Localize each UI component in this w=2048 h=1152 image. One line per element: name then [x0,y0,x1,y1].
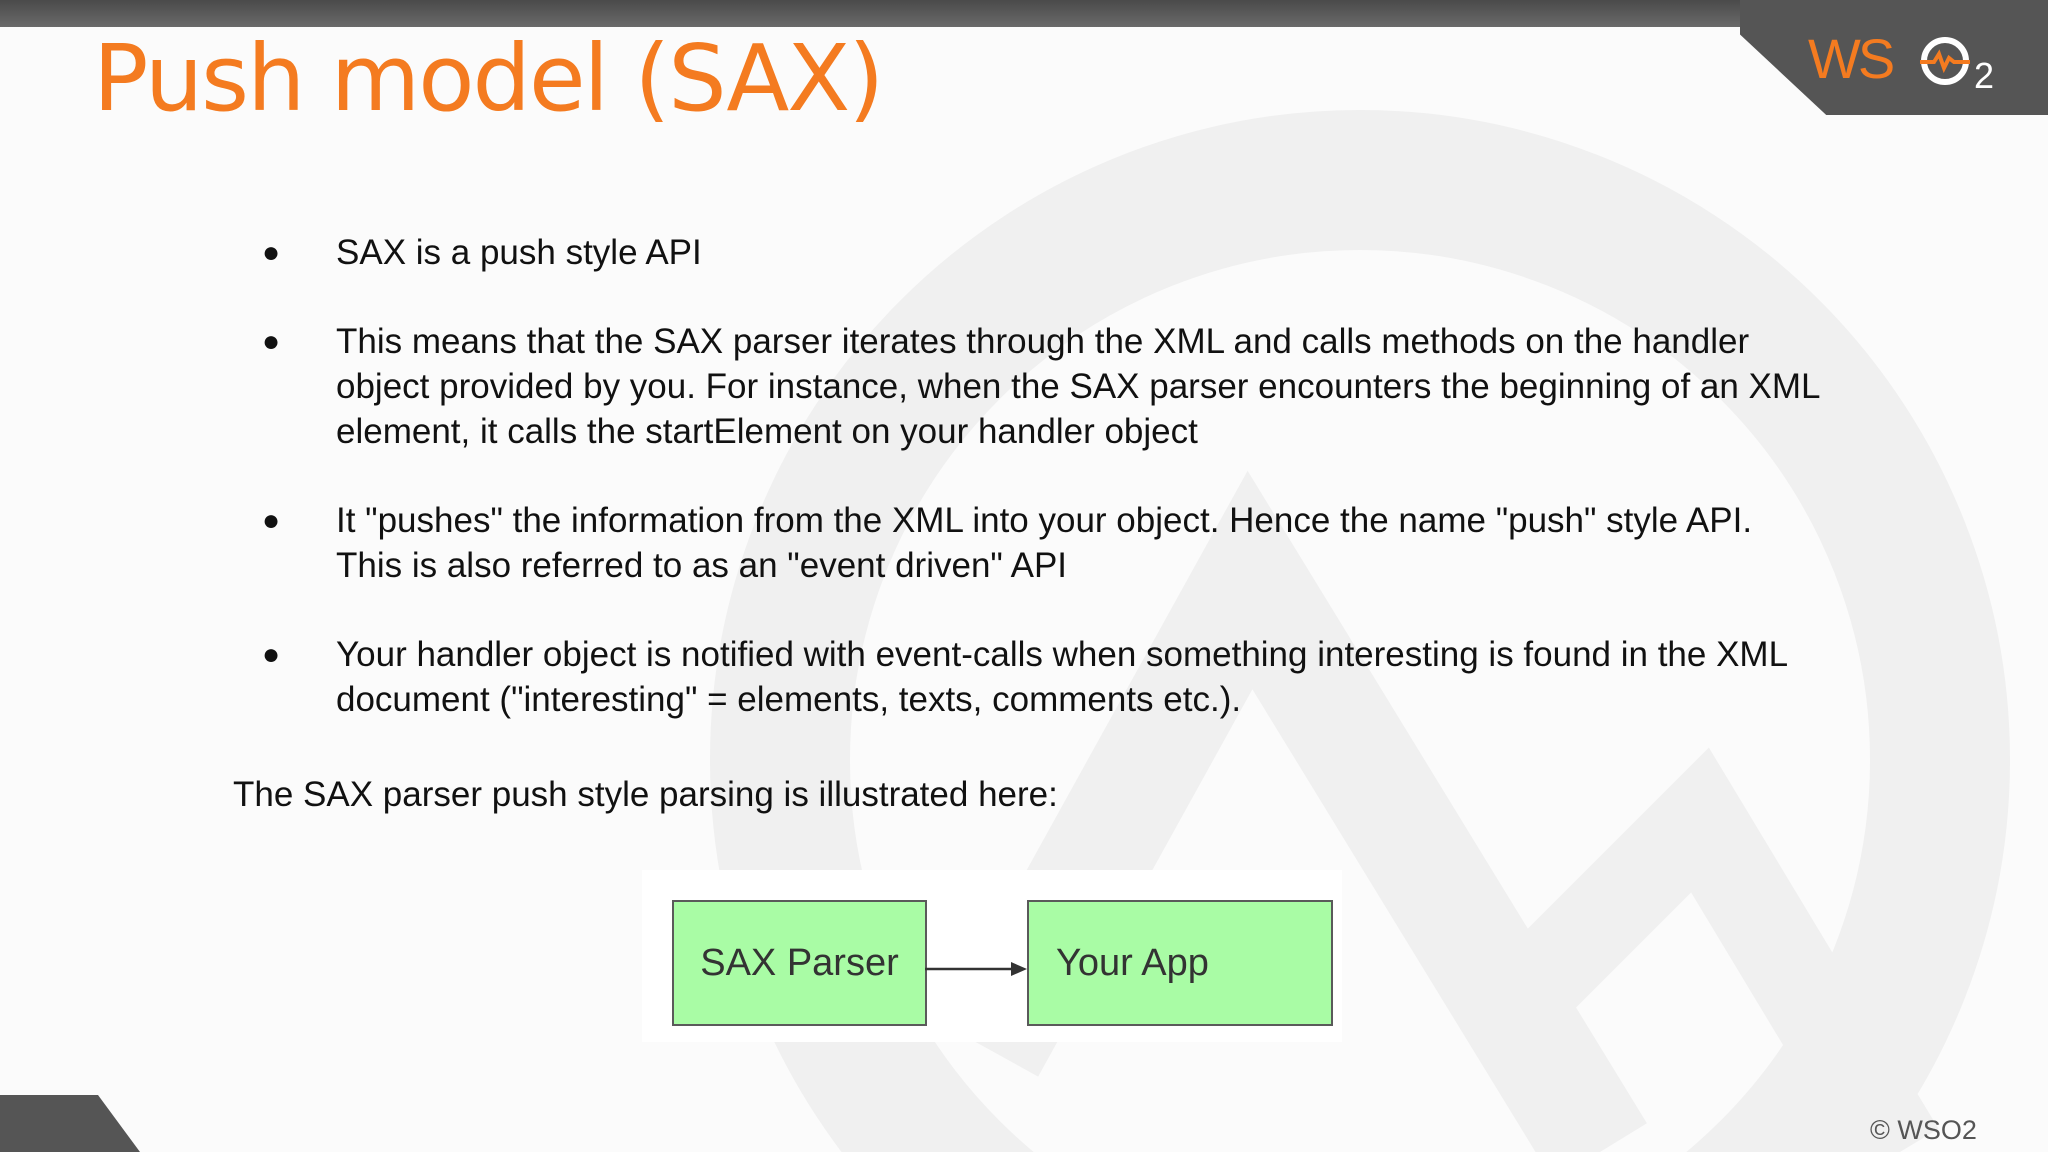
bullet-list [260,230,1820,766]
bullet-text: This means that the SAX parser iterates through the XML and calls methods on the handler object provided by you. For instance, when the SAX parser encounters the beginning of an XML element, it calls the startElement on your handler object [336,322,1820,451]
arrow-right-icon [925,955,1029,985]
bullet-dot-icon: ● [262,236,281,269]
bullet-dot-icon: ● [262,504,281,537]
copyright-text: © WSO2 [1870,1115,1977,1145]
your-app-node: Your App [1027,900,1333,1026]
bullet-dot-icon: ● [262,638,281,671]
bullet-text: Your handler object is notified with event-calls when something interesting is found in the XML document ("interesting" = elements, texts, comments etc.). [336,635,1787,719]
svg-text:WS: WS [1808,28,1893,90]
bullet-text: It "pushes" the information from the XML into your object. Hence the name "push" style API. This is also referred to as an "event driven" API [336,501,1753,585]
bullet-item [260,632,1820,722]
bullet-item [260,230,1820,275]
bullet-dot-icon: ● [262,325,281,358]
bullet-item [260,498,1820,588]
wso2-logo [1808,28,2008,98]
diagram-intro-text: The SAX parser push style parsing is illustrated here: [233,775,1058,814]
bullet-item [260,319,1820,454]
svg-text:2: 2 [1974,55,1995,96]
bullet-text: SAX is a push style API [336,233,702,272]
sax-parser-node: SAX Parser [672,900,927,1026]
slide-title: Push model (SAX) [93,25,883,132]
